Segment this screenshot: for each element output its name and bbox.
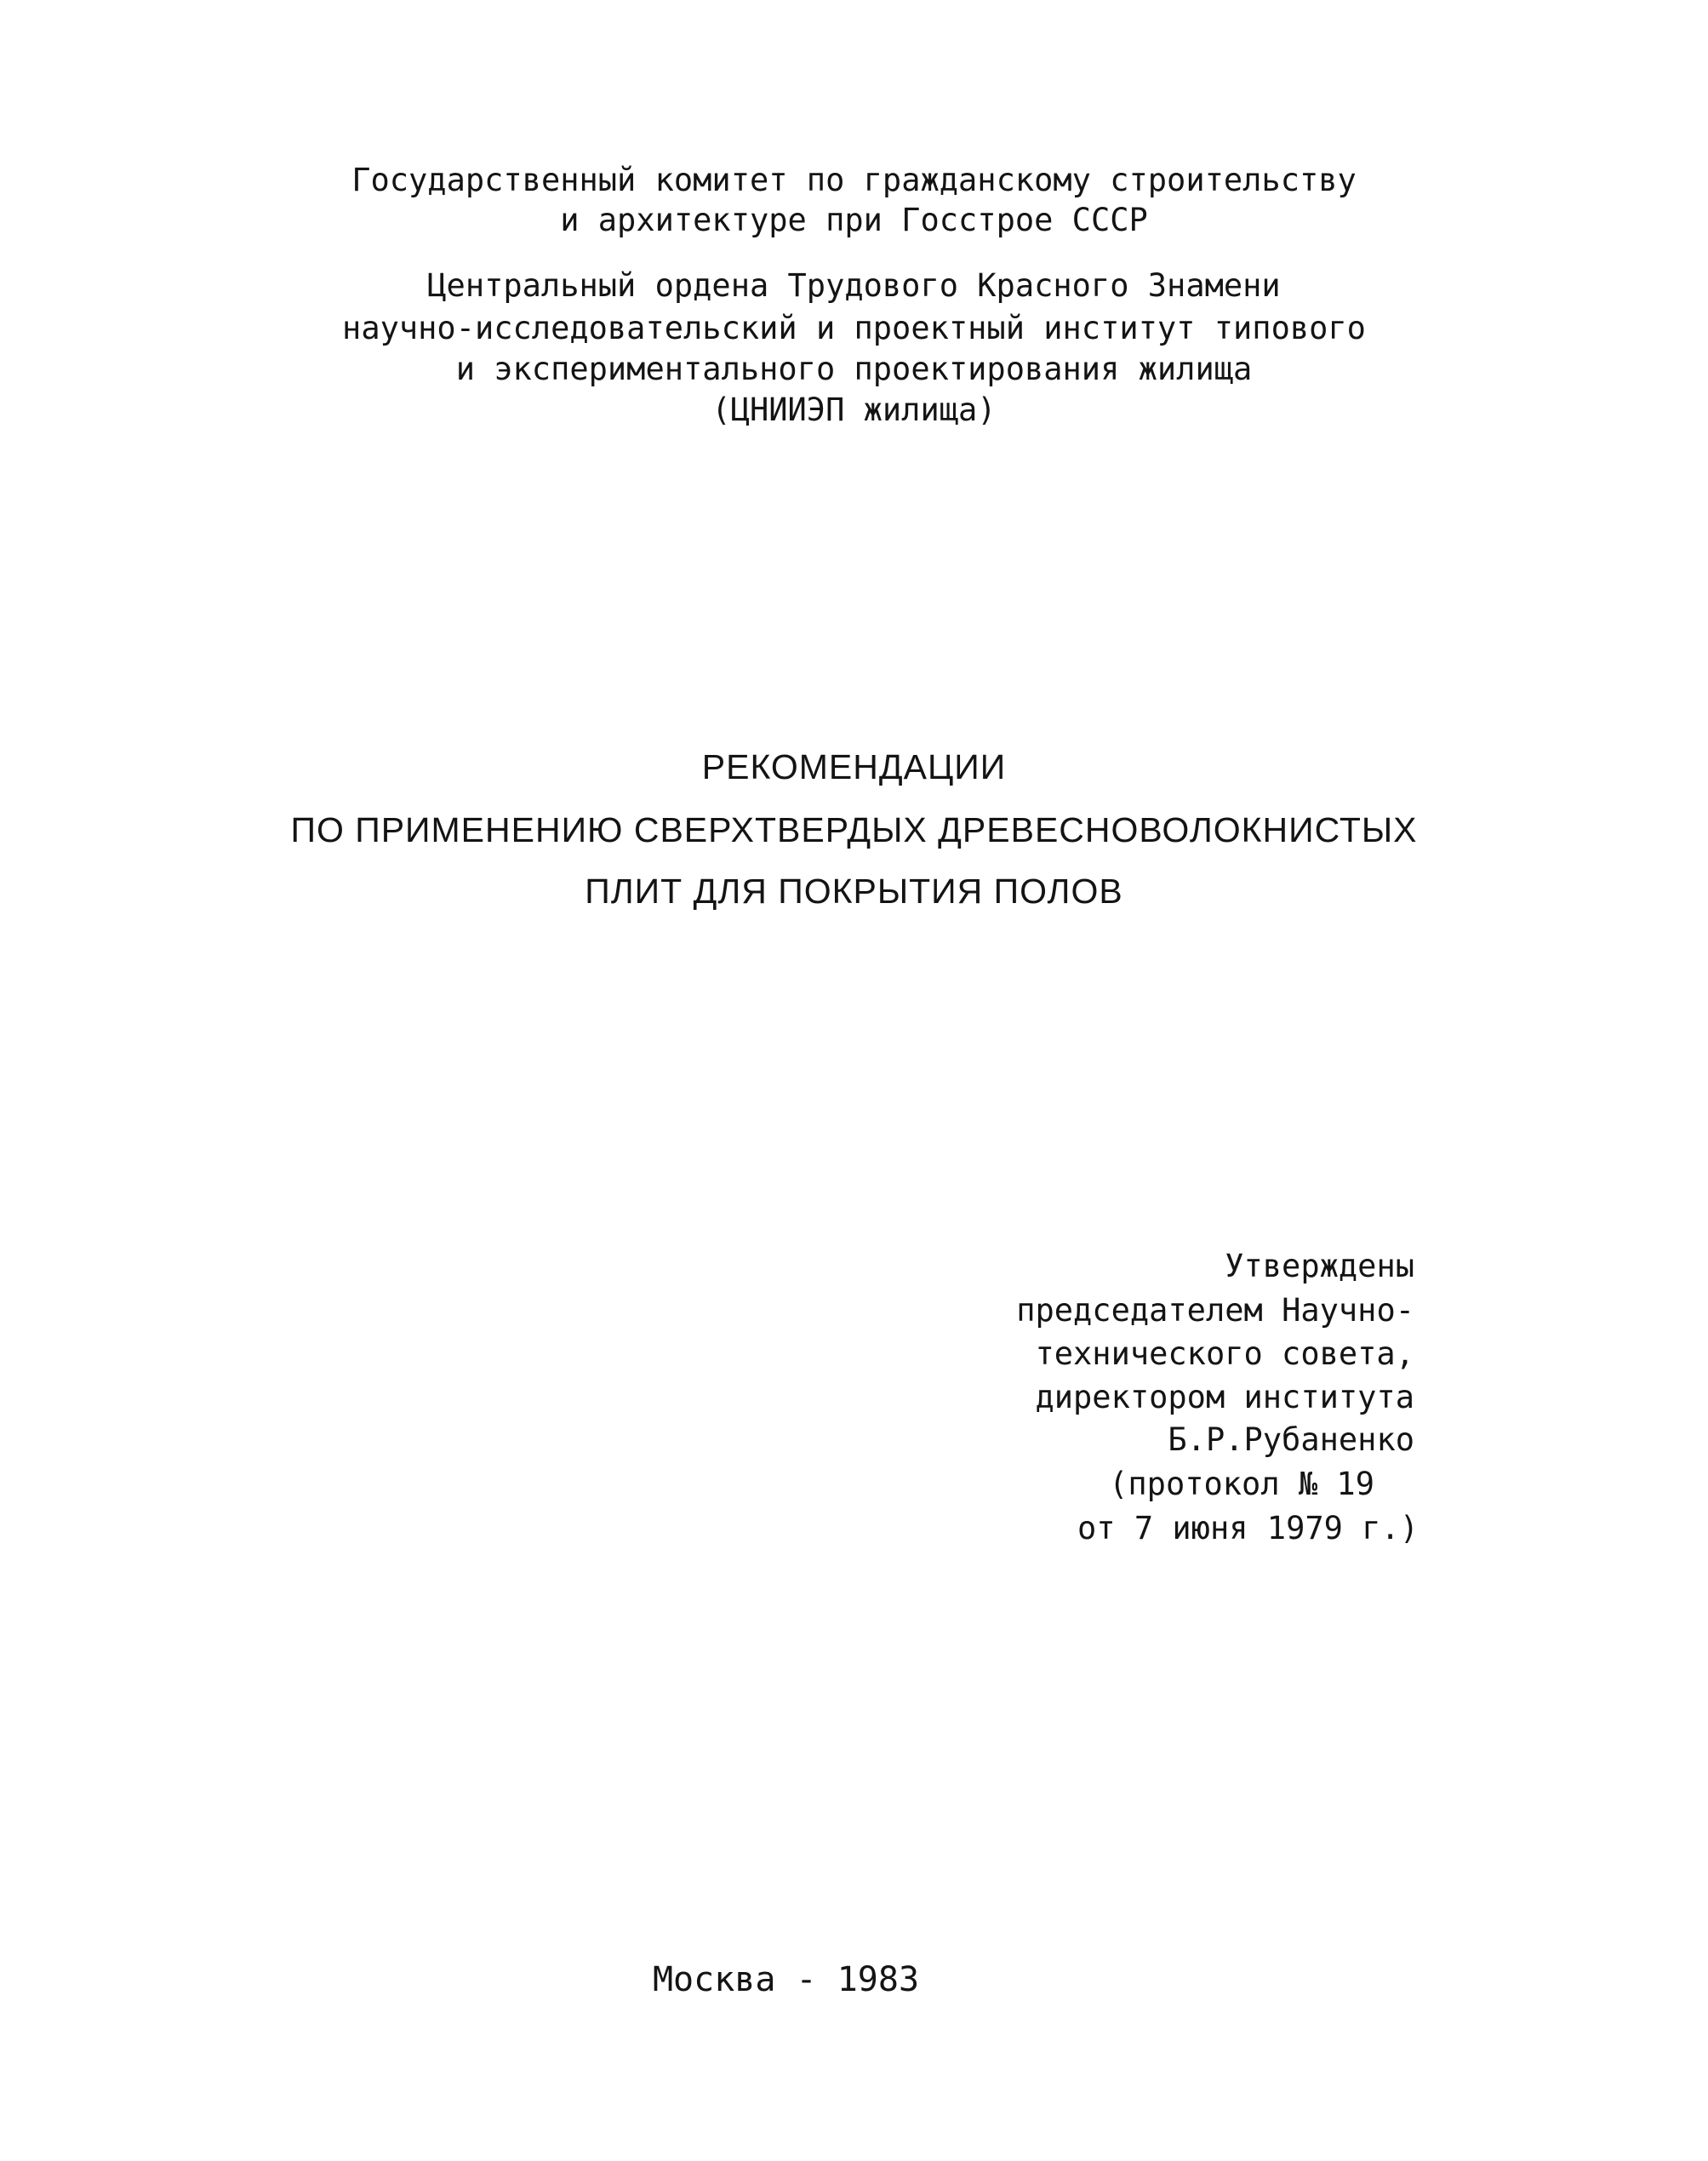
approval-line-1: Утверждены [1225, 1248, 1414, 1284]
approval-line-5: Б.Р.Рубаненко [1168, 1421, 1414, 1458]
approval-line-2: председателем Научно- [1016, 1292, 1414, 1329]
institute-line-2: научно-исследовательский и проектный институт типового [342, 310, 1366, 346]
institute-line-3: и экспериментального проектирования жилища [455, 351, 1253, 387]
approval-line-4: директором института [1035, 1379, 1414, 1415]
institute-line-1: Центральный ордена Трудового Красного Знамени [427, 267, 1281, 304]
institute-abbreviation: (ЦНИИЭП жилища) [711, 392, 997, 428]
approval-line-7: от 7 июня 1979 г.) [1077, 1510, 1419, 1546]
committee-line-1: Государственный комитет по гражданскому строительству [351, 162, 1357, 198]
document-title-line-3: ПЛИТ ДЛЯ ПОКРЫТИЯ ПОЛОВ [585, 872, 1123, 911]
approval-line-6: (протокол № 19 [1109, 1466, 1374, 1502]
committee-line-2: и архитектуре при Госстрое СССР [560, 202, 1148, 238]
document-title-line-1: РЕКОМЕНДАЦИИ [701, 747, 1007, 786]
document-title-line-2: ПО ПРИМЕНЕНИЮ СВЕРХТВЕРДЫХ ДРЕВЕСНОВОЛОКНИСТЫХ [290, 810, 1418, 849]
approval-line-3: технического совета, [1035, 1335, 1414, 1372]
place-and-year: Москва - 1983 [652, 1960, 920, 1999]
